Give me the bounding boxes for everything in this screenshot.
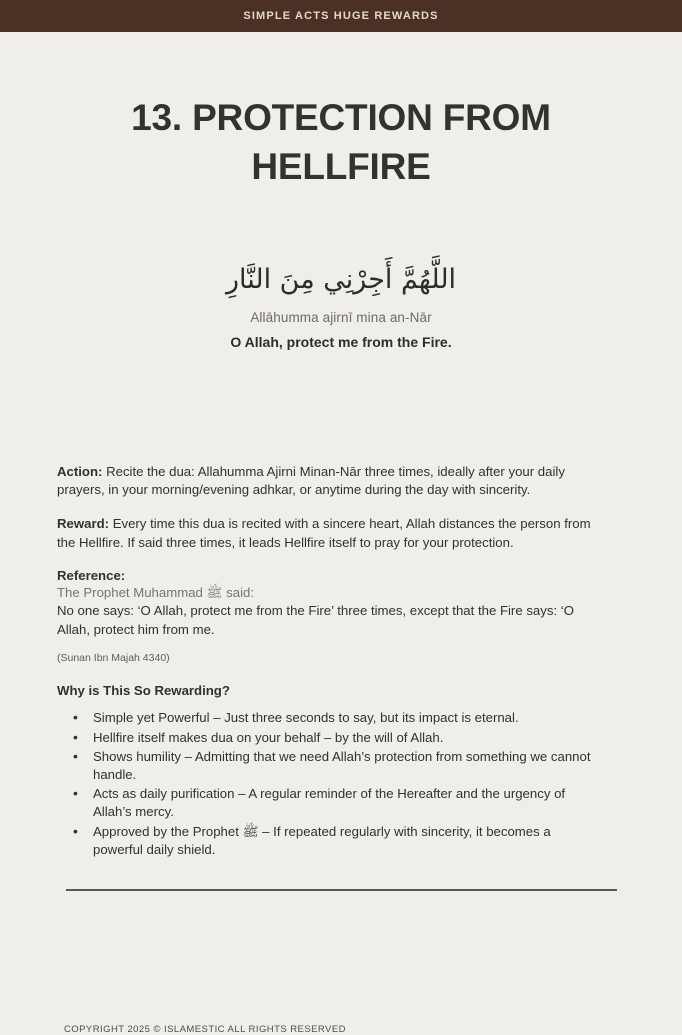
reference-attribution: The Prophet Muhammad ﷺ said: [57, 584, 255, 600]
content-area [0, 463, 592, 860]
why-rewarding-heading: Why is This So Rewarding? [57, 683, 230, 699]
list-item: • Shows humility – Admitting that we need Allah’s protection from something we cannot handle. [81, 748, 592, 784]
reasons-list [57, 709, 592, 859]
action-label: Action: [57, 464, 103, 479]
banner-title: SIMPLE ACTS HUGE REWARDS [243, 10, 439, 22]
dua-transliteration: Allāhumma ajirnī mina an-Nār [250, 309, 432, 325]
top-banner [0, 0, 682, 32]
list-item: • Simple yet Powerful – Just three seconds to say, but its impact is eternal. [81, 709, 592, 727]
dua-arabic-text: اللَّهُمَّ أَجِرْنِي مِنَ النَّارِ [225, 263, 457, 295]
reward-label: Reward: [57, 516, 110, 532]
page-body [0, 32, 682, 1035]
reference-citation: (Sunan Ibn Majah 4340) [57, 652, 170, 665]
list-item: • Acts as daily purification – A regular reminder of the Hereafter and the urgency of Allah’s mercy. [81, 785, 592, 821]
reference-heading: Reference: [57, 567, 126, 583]
reference-quote: No one says: ‘O Allah, protect me from the Fire’ three times, except that the Fire says: ‘O Allah, protect him from me. [57, 603, 574, 637]
reward-text: Every time this dua is recited with a sincere heart, Allah distances the person from the Hellfire. If said three times, it leads Hellfire itself to pray for your protection. [57, 516, 591, 550]
list-item: • Hellfire itself makes dua on your behalf – by the will of Allah. [81, 729, 592, 747]
footer-divider [66, 889, 617, 891]
copyright-text: COPYRIGHT 2025 © ISLAMESTIC ALL RIGHTS RESERVED [64, 1024, 346, 1035]
dua-translation: O Allah, protect me from the Fire. [230, 333, 452, 350]
page-title: 13. PROTECTION FROM HELLFIRE [131, 97, 551, 187]
reward-paragraph [57, 515, 592, 551]
list-item: • Approved by the Prophet ﷺ – If repeated regularly with sincerity, it becomes a powerful daily shield. [81, 823, 592, 859]
action-text: Recite the dua: Allahumma Ajirni Minan-Nār three times, ideally after your daily prayers, in your morning/evening adhkar, or anytime during the day with sincerity. [57, 464, 565, 498]
dua-block [0, 258, 682, 350]
action-paragraph [57, 463, 592, 499]
